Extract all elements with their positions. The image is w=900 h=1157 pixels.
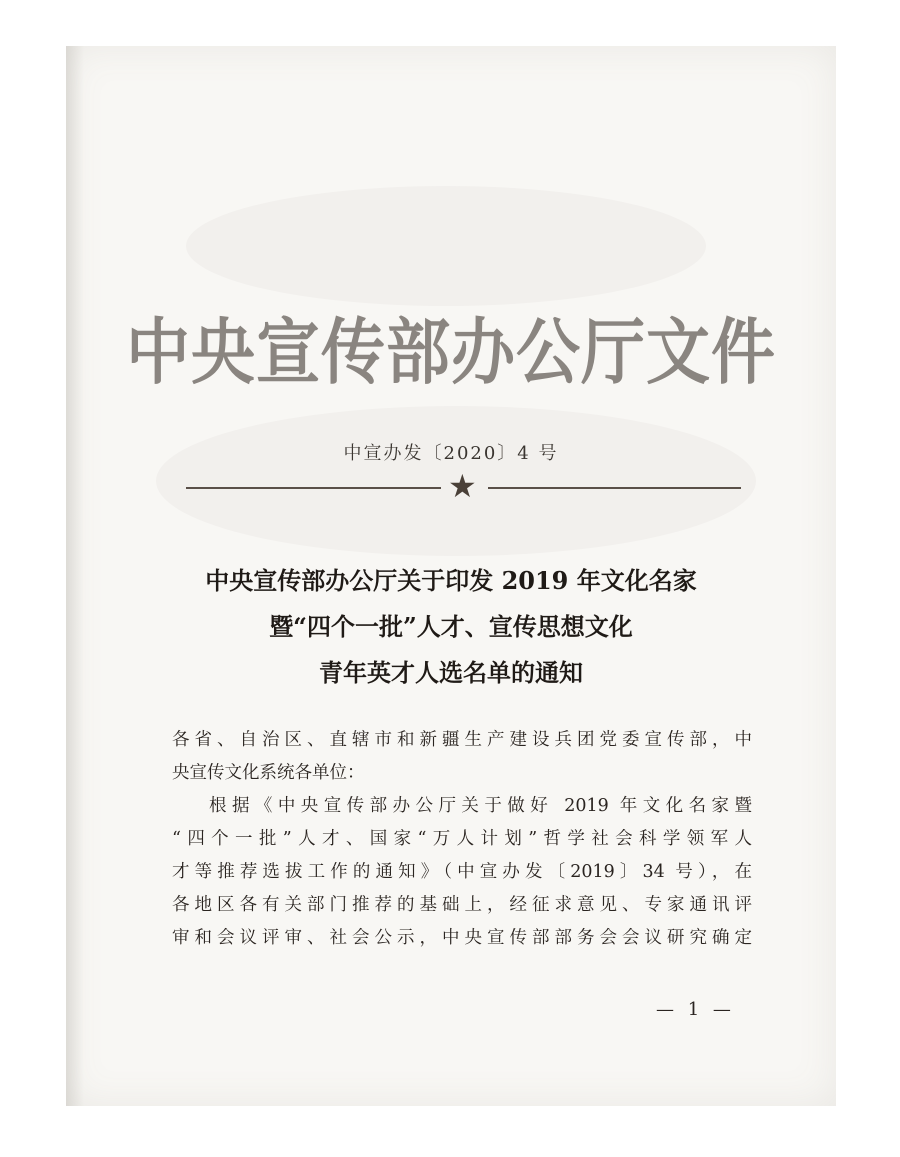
star-icon: ★	[448, 467, 477, 505]
page-number: — 1 —	[656, 999, 735, 1020]
body-line: 各地区各有关部门推荐的基础上，经征求意见、专家通讯评	[172, 895, 752, 915]
body-line: 根据《中央宣传部办公厅关于做好 2019 年文化名家暨	[209, 796, 752, 816]
issuer-header-title: 中央宣传部办公厅文件	[126, 311, 776, 396]
body-line: 审和会议评审、社会公示，中央宣传部部务会会议研究确定	[172, 928, 752, 948]
separator-line-left	[186, 487, 441, 489]
scan-smudge	[186, 186, 706, 306]
header-separator	[186, 467, 741, 505]
body-line: 各省、自治区、直辖市和新疆生产建设兵团党委宣传部，中	[172, 730, 752, 750]
document-body	[172, 724, 752, 955]
notice-title-line: 中央宣传部办公厅关于印发 2019 年文化名家	[205, 566, 697, 595]
body-line: 央宣传文化系统各单位：	[172, 763, 365, 783]
notice-title-line: 暨“四个一批”人才、宣传思想文化	[269, 612, 633, 641]
document-number: 中宣办发〔2020〕4 号	[343, 443, 559, 464]
document-page	[66, 46, 836, 1106]
separator-line-right	[488, 487, 741, 489]
notice-title	[66, 558, 836, 696]
notice-title-line: 青年英才人选名单的通知	[319, 658, 583, 687]
body-line: “四个一批”人才、国家“万人计划”哲学社会科学领军人	[172, 829, 752, 849]
body-line: 才等推荐选拔工作的通知》（中宣办发〔2019〕34 号），在	[172, 862, 752, 882]
